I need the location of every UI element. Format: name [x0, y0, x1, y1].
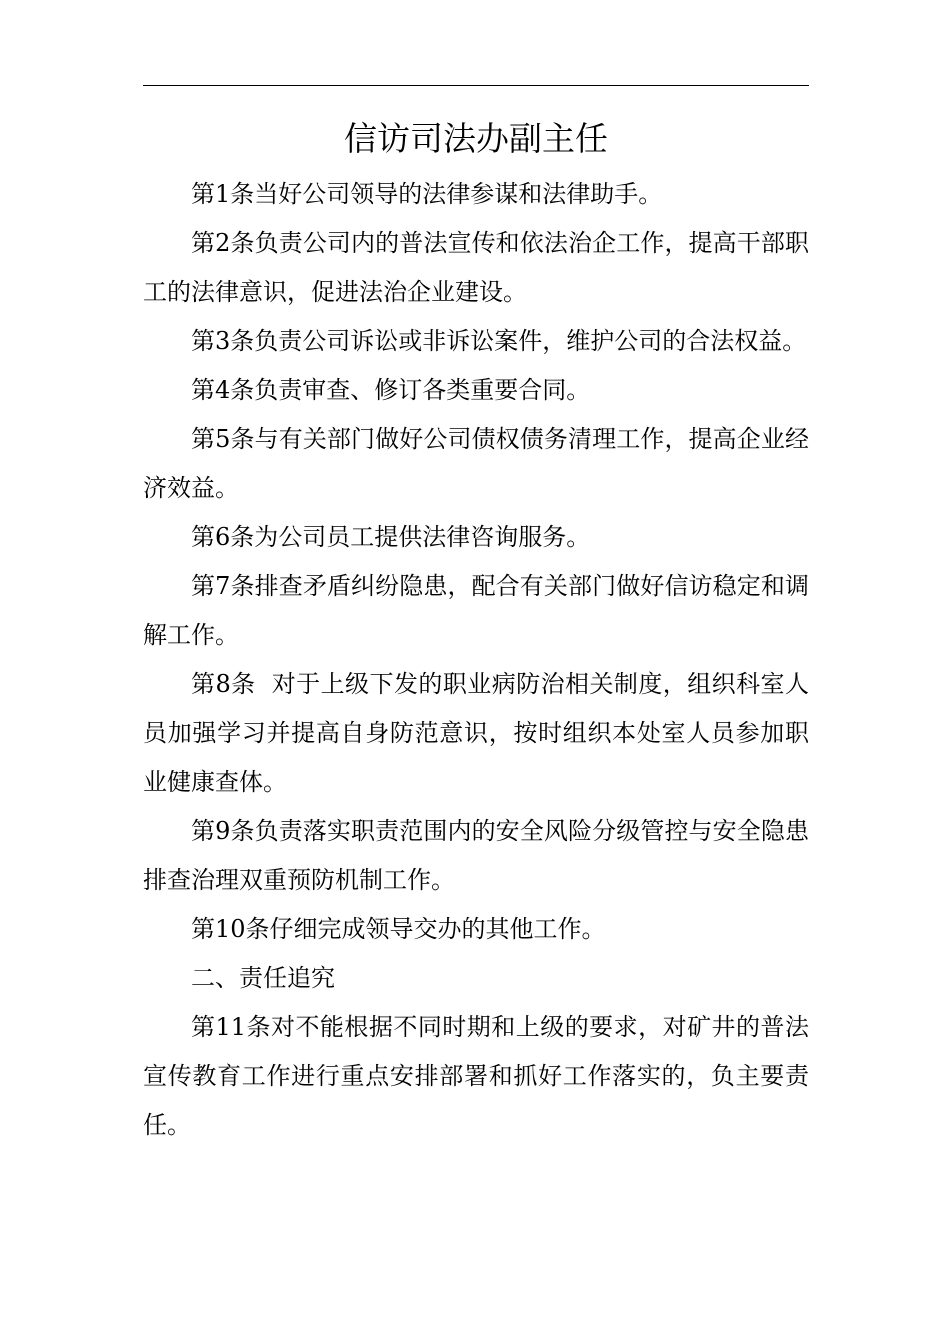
paragraph-article-8: 第8条 对于上级下发的职业病防治相关制度，组织科室人员加强学习并提高自身防范意识，按时组织本处室人员参加职业健康查体。	[143, 670, 809, 796]
paragraph-article-6: 第6条为公司员工提供法律咨询服务。	[191, 523, 591, 551]
paragraph-article-9: 第9条负责落实职责范围内的安全风险分级管控与安全隐患排查治理双重预防机制工作。	[143, 817, 809, 894]
paragraph-article-3: 第3条负责公司诉讼或非诉讼案件，维护公司的合法权益。	[191, 327, 807, 355]
paragraph-article-11: 第11条对不能根据不同时期和上级的要求，对矿井的普法宣传教育工作进行重点安排部署和抓好工作落实的，负主要责任。	[143, 1013, 809, 1139]
document-title: 信访司法办副主任	[344, 119, 608, 158]
section-heading-accountability: 二、责任追究	[191, 964, 335, 992]
header-rule	[143, 85, 809, 86]
paragraph-article-4: 第4条负责审查、修订各类重要合同。	[191, 376, 591, 404]
paragraph-article-2: 第2条负责公司内的普法宣传和依法治企工作，提高干部职工的法律意识，促进法治企业建设。	[143, 229, 809, 306]
paragraph-article-7: 第7条排查矛盾纠纷隐患，配合有关部门做好信访稳定和调解工作。	[143, 572, 809, 649]
paragraph-article-1: 第1条当好公司领导的法律参谋和法律助手。	[191, 180, 663, 208]
document-body	[143, 108, 809, 1150]
paragraph-article-10: 第10条仔细完成领导交办的其他工作。	[191, 915, 606, 943]
paragraph-article-5: 第5条与有关部门做好公司债权债务清理工作，提高企业经济效益。	[143, 425, 809, 502]
